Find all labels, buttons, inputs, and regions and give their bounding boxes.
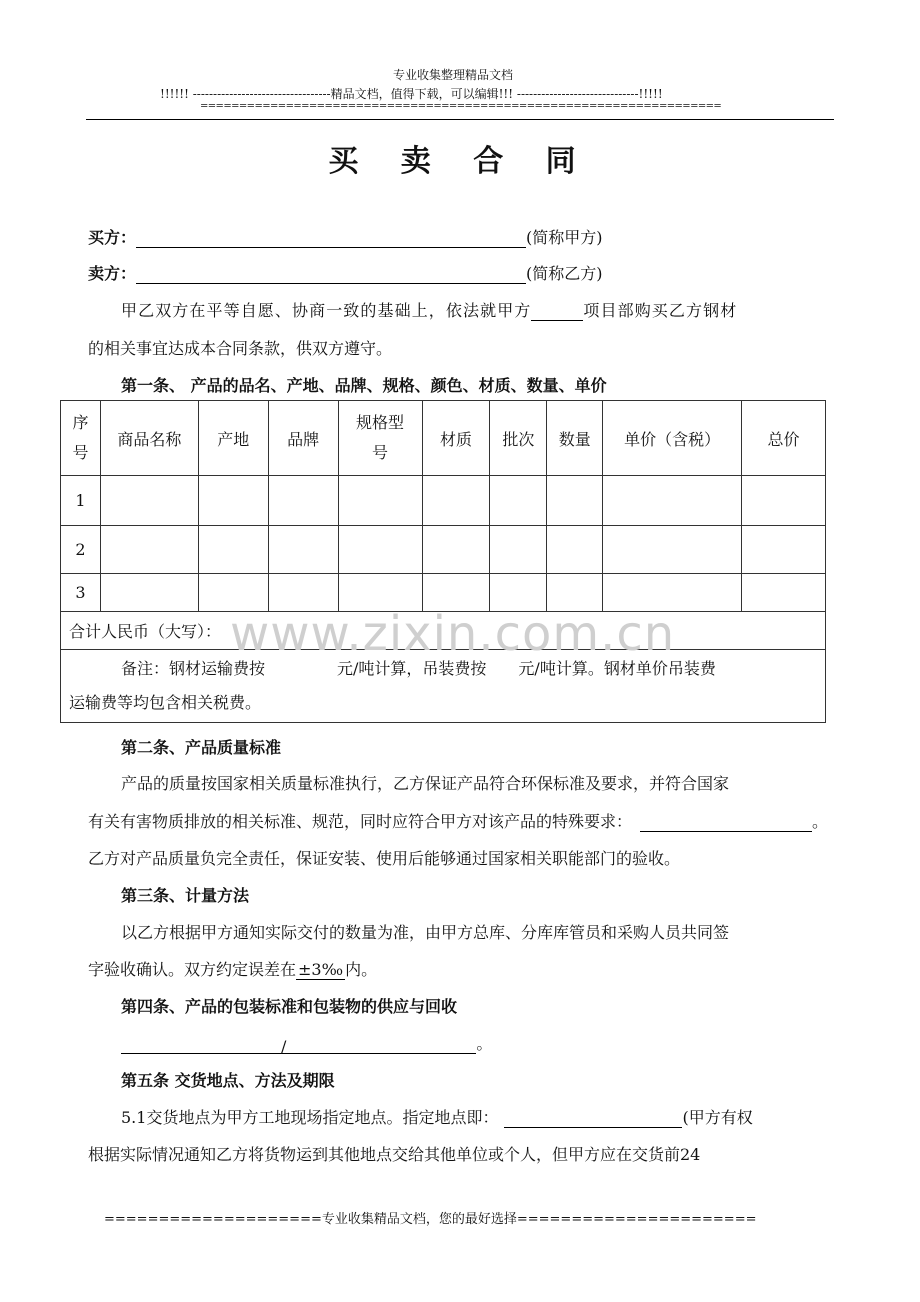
buyer-suffix: (简称甲方) <box>526 228 603 247</box>
table-cell[interactable] <box>268 476 338 526</box>
table-row <box>61 476 826 526</box>
table-cell[interactable] <box>198 476 268 526</box>
table-cell[interactable] <box>100 574 198 612</box>
col-header-index: 序 号 <box>61 401 101 476</box>
article-5-line-2: 根据实际情况通知乙方将货物运到其他地点交给其他单位或个人，但甲方应在交货前24 <box>88 1145 701 1164</box>
row-index: 3 <box>61 574 101 612</box>
article-3-line-2 <box>88 960 377 980</box>
intro-text-a: 甲乙双方在平等自愿、协商一致的基础上，依法就甲方 <box>121 301 532 320</box>
header-divider <box>86 119 834 120</box>
packaging-blank-2[interactable] <box>286 1037 476 1054</box>
article-3-heading: 第三条、计量方法 <box>121 886 250 905</box>
seller-suffix: (简称乙方) <box>526 264 603 283</box>
col-header-brand: 品牌 <box>268 401 338 476</box>
table-header-row <box>61 401 826 476</box>
article-2-line-3: 乙方对产品质量负完全责任，保证安装、使用后能够通过国家相关职能部门的验收。 <box>88 849 681 868</box>
table-cell[interactable] <box>100 476 198 526</box>
col-header-price: 单价（含税） <box>603 401 742 476</box>
col-header-qty: 数量 <box>547 401 603 476</box>
buyer-line <box>88 228 603 248</box>
seller-line <box>88 264 603 284</box>
article-2-end: 。 <box>812 812 829 831</box>
table-cell[interactable] <box>603 476 742 526</box>
article-2-text: 有关有害物质排放的相关标准、规范，同时应符合甲方对该产品的特殊要求： <box>88 812 633 831</box>
article-2-line-1: 产品的质量按国家相关质量标准执行，乙方保证产品符合环保标准及要求，并符合国家 <box>121 774 730 793</box>
article-4-end: 。 <box>476 1034 493 1053</box>
delivery-location-blank[interactable] <box>504 1111 682 1128</box>
table-cell[interactable] <box>742 476 826 526</box>
article-5-line-1 <box>121 1108 753 1128</box>
article-1-heading: 第一条、 产品的品名、产地、品牌、规格、颜色、材质、数量、单价 <box>121 376 607 395</box>
col-header-material: 材质 <box>422 401 490 476</box>
table-cell[interactable] <box>338 526 422 574</box>
intro-line-2: 的相关事宜达成本合同条款，供双方遵守。 <box>88 339 393 358</box>
table-row <box>61 526 826 574</box>
row-index: 2 <box>61 526 101 574</box>
note-text-c: 元/吨计算。钢材单价吊装费 <box>518 659 716 678</box>
col-header-total: 总价 <box>742 401 826 476</box>
article-4-heading: 第四条、产品的包装标准和包装物的供应与回收 <box>121 997 458 1016</box>
intro-text-b: 项目部购买乙方钢材 <box>583 301 738 320</box>
table-cell[interactable] <box>603 526 742 574</box>
intro-line-1 <box>121 301 737 321</box>
note-text-a: 备注：钢材运输费按 <box>121 659 266 678</box>
document-title: 买 卖 合 同 <box>328 144 592 179</box>
table-cell[interactable] <box>100 526 198 574</box>
col-header-batch: 批次 <box>490 401 547 476</box>
product-table <box>60 400 826 723</box>
col-header-origin: 产地 <box>198 401 268 476</box>
article-5-heading: 第五条 交货地点、方法及期限 <box>121 1071 335 1090</box>
project-blank[interactable] <box>531 304 583 321</box>
table-cell[interactable] <box>742 526 826 574</box>
tolerance-value: ±3‰ <box>298 960 344 979</box>
row-index: 1 <box>61 476 101 526</box>
table-cell[interactable] <box>742 574 826 612</box>
table-cell[interactable] <box>547 526 603 574</box>
header-line-2: !!!!!! ----------------------------------精品文档，值得下载，可以编辑!!! ------------------------------!!!!! <box>160 87 663 101</box>
article-3-text: 字验收确认。双方约定误差在 <box>88 960 297 979</box>
article-2-heading: 第二条、产品质量标准 <box>121 738 282 757</box>
seller-label: 卖方： <box>88 264 137 283</box>
note-text-b: 元/吨计算，吊装费按 <box>337 659 487 678</box>
table-cell[interactable] <box>198 526 268 574</box>
buyer-blank[interactable] <box>136 231 526 248</box>
footer: ====================专业收集精品文档，您的最好选择====================== <box>104 1212 757 1227</box>
article-3-end: 内。 <box>345 960 378 979</box>
col-header-name: 商品名称 <box>100 401 198 476</box>
article-4-line <box>121 1034 492 1054</box>
table-cell[interactable] <box>268 526 338 574</box>
table-cell[interactable] <box>338 476 422 526</box>
note-text-line-2: 运输费等均包含相关税费。 <box>69 693 262 712</box>
watermark: www.zixin.com.cn <box>230 606 676 662</box>
special-requirement-blank[interactable] <box>640 815 812 832</box>
seller-blank[interactable] <box>136 267 526 284</box>
table-cell[interactable] <box>490 526 547 574</box>
article-5-text: 5.1交货地点为甲方工地现场指定地点。指定地点即： <box>121 1108 499 1127</box>
packaging-blank-1[interactable] <box>121 1037 281 1054</box>
packaging-slash: / <box>281 1037 287 1056</box>
buyer-label: 买方： <box>88 228 137 247</box>
table-cell[interactable] <box>422 526 490 574</box>
total-label[interactable]: 合计人民币（大写）： <box>61 612 826 650</box>
header-line-3: =================================================================== <box>200 101 722 112</box>
header-line-1: 专业收集整理精品文档 <box>393 68 514 82</box>
article-5-text-b: (甲方有权 <box>682 1108 753 1127</box>
col-header-spec: 规格型 号 <box>338 401 422 476</box>
article-3-line-1: 以乙方根据甲方通知实际交付的数量为准，由甲方总库、分库库管员和采购人员共同签 <box>121 923 730 942</box>
table-cell[interactable] <box>547 476 603 526</box>
table-cell[interactable] <box>422 476 490 526</box>
article-2-line-2 <box>88 812 828 832</box>
table-cell[interactable] <box>490 476 547 526</box>
